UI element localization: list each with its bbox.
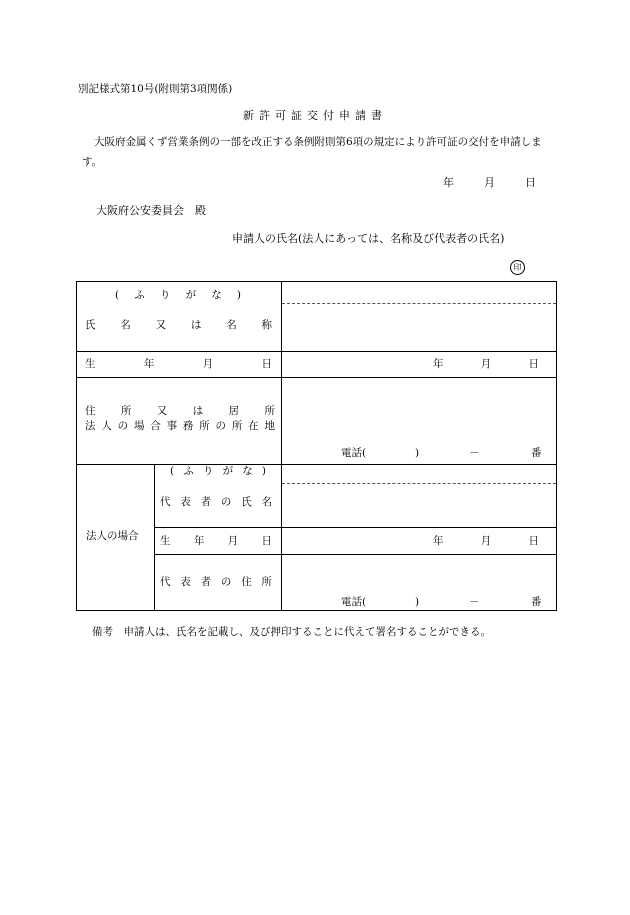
label-char: 名 [120,319,131,331]
name-input[interactable] [283,305,555,350]
label-char: 月 [480,535,492,547]
application-date [443,177,536,188]
label-char: 称 [261,319,272,331]
date-day: 日 [525,176,536,189]
rep-address-label [160,577,272,588]
corp-column-divider [154,464,155,610]
label-char: り [159,289,171,301]
label-char: り [202,465,214,477]
applicant-label: 申請人の氏名(法人にあっては、名称及び代表者の氏名) [232,232,505,245]
label-char: 住 [85,405,96,417]
label-char: 月 [202,358,214,370]
label-char: 氏 [85,319,96,331]
label-char: 年 [433,535,444,547]
rep-phone-close: ) [415,596,420,608]
label-char: 場 [133,420,145,432]
label-char: 氏 [241,496,252,508]
form-number: 別記様式第10号(附則第3項関係) [78,83,233,95]
label-char: 名 [226,319,237,331]
row-divider [77,351,556,352]
label-char: ) [261,465,266,477]
label-char: 年 [143,358,155,370]
label-char: 日 [528,358,539,370]
label-char: 居 [228,405,240,417]
label-char: 代 [160,496,171,508]
label-char: 所 [120,405,132,417]
label-char: 所 [231,420,243,432]
addressee: 大阪府公安委員会 殿 [96,204,206,217]
label-column-divider [281,282,282,610]
label-char: の [220,576,232,588]
rep-birth-date-value[interactable] [433,536,539,547]
label-char: は [192,405,204,417]
remarks-note: 備考 申請人は、氏名を記載し、及び押印することに代えて署名することができる。 [92,626,491,638]
label-char: 人 [101,420,112,432]
label-char: 年 [193,535,205,547]
address-label [85,406,275,417]
label-char: ) [236,289,241,301]
label-char: な [211,289,222,301]
label-char: 代 [160,576,171,588]
birth-date-value[interactable] [433,359,539,370]
label-char: 者 [200,576,212,588]
label-char: 生 [85,358,96,370]
furigana-divider [282,303,556,304]
seal-mark: 印 [510,260,525,275]
birth-date-label [85,359,272,370]
rep-name-label [160,497,272,508]
label-char: 日 [528,535,539,547]
corporation-label: 法人の場合 [86,530,139,542]
label-char: 住 [241,576,252,588]
office-address-label [85,421,275,432]
phone-close: ) [415,447,420,459]
label-char: 所 [199,420,210,432]
rep-phone-suffix: 番 [531,596,542,608]
phone-suffix: 番 [531,447,542,459]
label-char: 名 [261,496,272,508]
label-char: 合 [150,420,161,432]
label-char: 所 [261,576,272,588]
rep-furigana-input[interactable] [283,465,555,482]
rep-address-input[interactable] [283,556,555,591]
date-month: 月 [484,176,495,189]
label-char: 務 [182,420,194,432]
row-divider [154,527,556,528]
date-year: 年 [443,176,454,189]
label-char: 在 [248,420,259,432]
application-table [76,281,557,611]
label-char: 又 [155,319,167,331]
label-char: 事 [166,420,178,432]
name-label [85,320,272,331]
label-char: は [190,319,202,331]
label-char: 月 [227,535,239,547]
label-char: が [222,465,234,477]
rep-name-input[interactable] [283,485,555,526]
label-char: 月 [480,358,492,370]
row-divider [154,554,556,555]
label-char: 日 [261,535,272,547]
intro-text: 大阪府金属くず営業条例の一部を改正する条例附則第6項の規定により許可証の交付を申請します。 [82,136,542,168]
label-char: ( [115,289,120,301]
label-char: な [242,465,253,477]
label-char: の [220,496,232,508]
label-char: 表 [180,576,191,588]
label-char: ふ [183,465,194,477]
label-char: 表 [180,496,191,508]
label-char: 年 [433,358,444,370]
row-divider [77,377,556,378]
rep-birth-date-label [160,536,272,547]
label-char: ( [170,465,175,477]
rep-phone-dash: － [469,596,480,608]
document-title: 新許可証交付申請書 [243,109,387,122]
label-char: の [215,420,226,432]
furigana-input[interactable] [283,282,555,302]
label-char: 法 [85,420,96,432]
furigana-divider [282,483,556,484]
label-char: 生 [160,535,171,547]
label-char: 又 [156,405,168,417]
phone-label: 電話( [341,447,367,459]
label-char: 者 [200,496,212,508]
label-char: が [185,289,197,301]
label-char: 地 [264,420,275,432]
label-char: 日 [261,358,272,370]
label-char: ふ [134,289,145,301]
label-char: の [117,420,129,432]
rep-phone-label: 電話( [341,596,367,608]
label-char: 所 [264,405,275,417]
rep-furigana-label [170,466,266,477]
furigana-label [115,290,241,301]
phone-dash: － [469,447,480,459]
address-input[interactable] [283,379,555,441]
